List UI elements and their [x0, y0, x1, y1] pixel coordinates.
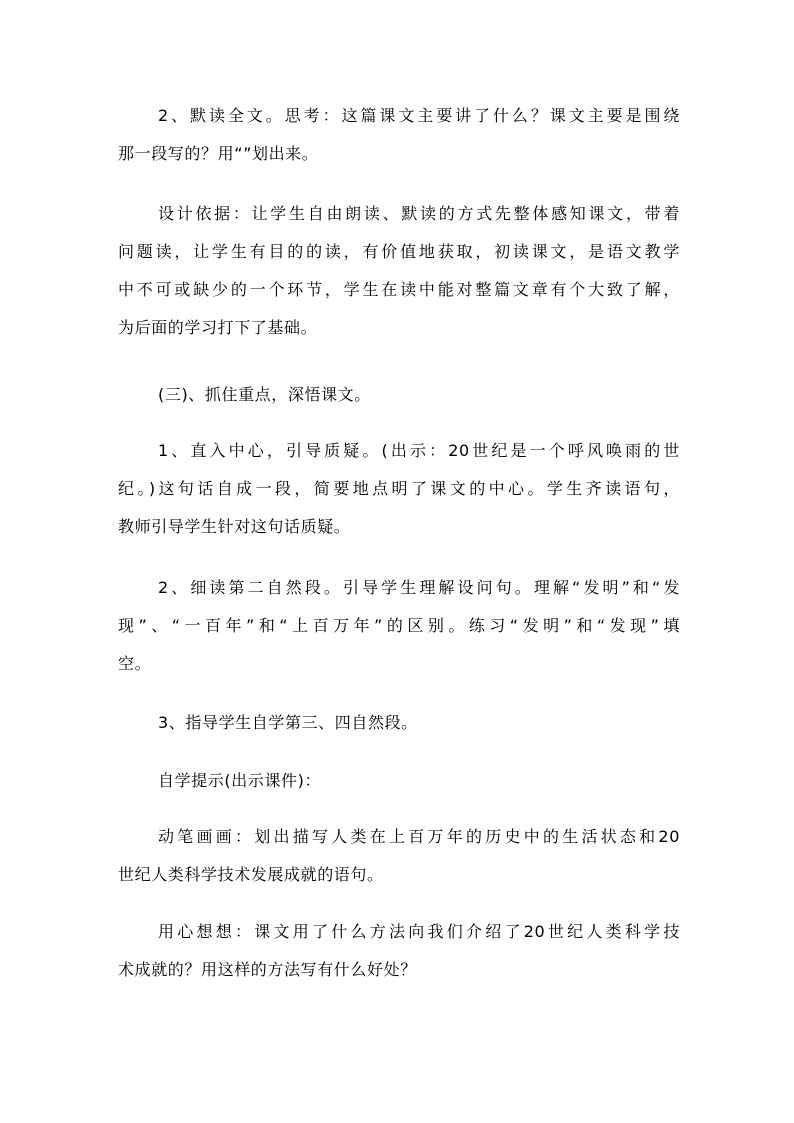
paragraph-self-study-hint	[118, 762, 680, 800]
text-line: 3、指导学生自学第三、四自然段。	[158, 713, 418, 732]
text-line: 用心想想：课文用了什么方法向我们介绍了20世纪人类科学技	[158, 922, 680, 941]
text-line: 世纪人类科学技术发展成就的语句。	[118, 865, 384, 884]
text-line: 问题读，让学生有目的的读，有价值地获取，初读课文，是语文教学	[118, 242, 680, 261]
text-line: 2、细读第二自然段。引导学生理解设问句。理解“发明”和“发	[158, 578, 680, 597]
text-line: 术成就的？用这样的方法写有什么好处？	[118, 960, 417, 979]
text-line: 1、直入中心，引导质疑。(出示：20世纪是一个呼风唤雨的世	[158, 441, 680, 460]
section-heading	[118, 376, 680, 414]
text-line: 空。	[118, 654, 152, 673]
text-line: 教师引导学生针对这句话质疑。	[118, 517, 351, 536]
text-line: 动笔画画：划出描写人类在上百万年的历史中的生活状态和20	[158, 827, 680, 846]
text-line: 设计依据：让学生自由朗读、默读的方式先整体感知课文，带着	[158, 204, 680, 223]
text-line: 纪。)这句话自成一段，简要地点明了课文的中心。学生齐读语句，	[118, 479, 680, 498]
paragraph-step-3	[118, 704, 680, 742]
text-line: 那一段写的？用“”划出来。	[118, 144, 319, 163]
text-line: 自学提示(出示课件)：	[158, 771, 322, 790]
paragraph-step-1	[118, 432, 680, 546]
paragraph-design-basis	[118, 195, 680, 347]
paragraph-silent-reading	[118, 97, 680, 173]
text-line: 现”、“一百年”和“上百万年”的区别。练习“发明”和“发现”填	[118, 616, 680, 635]
text-line: (三)、抓住重点，深悟课文。	[158, 385, 371, 404]
text-line: 2、默读全文。思考：这篇课文主要讲了什么？课文主要是围绕	[158, 106, 680, 125]
paragraph-think	[118, 913, 680, 989]
text-line: 中不可或缺少的一个环节，学生在读中能对整篇文章有个大致了解，	[118, 280, 680, 299]
paragraph-step-2	[118, 569, 680, 683]
paragraph-draw	[118, 818, 680, 894]
text-line: 为后面的学习打下了基础。	[118, 318, 318, 337]
